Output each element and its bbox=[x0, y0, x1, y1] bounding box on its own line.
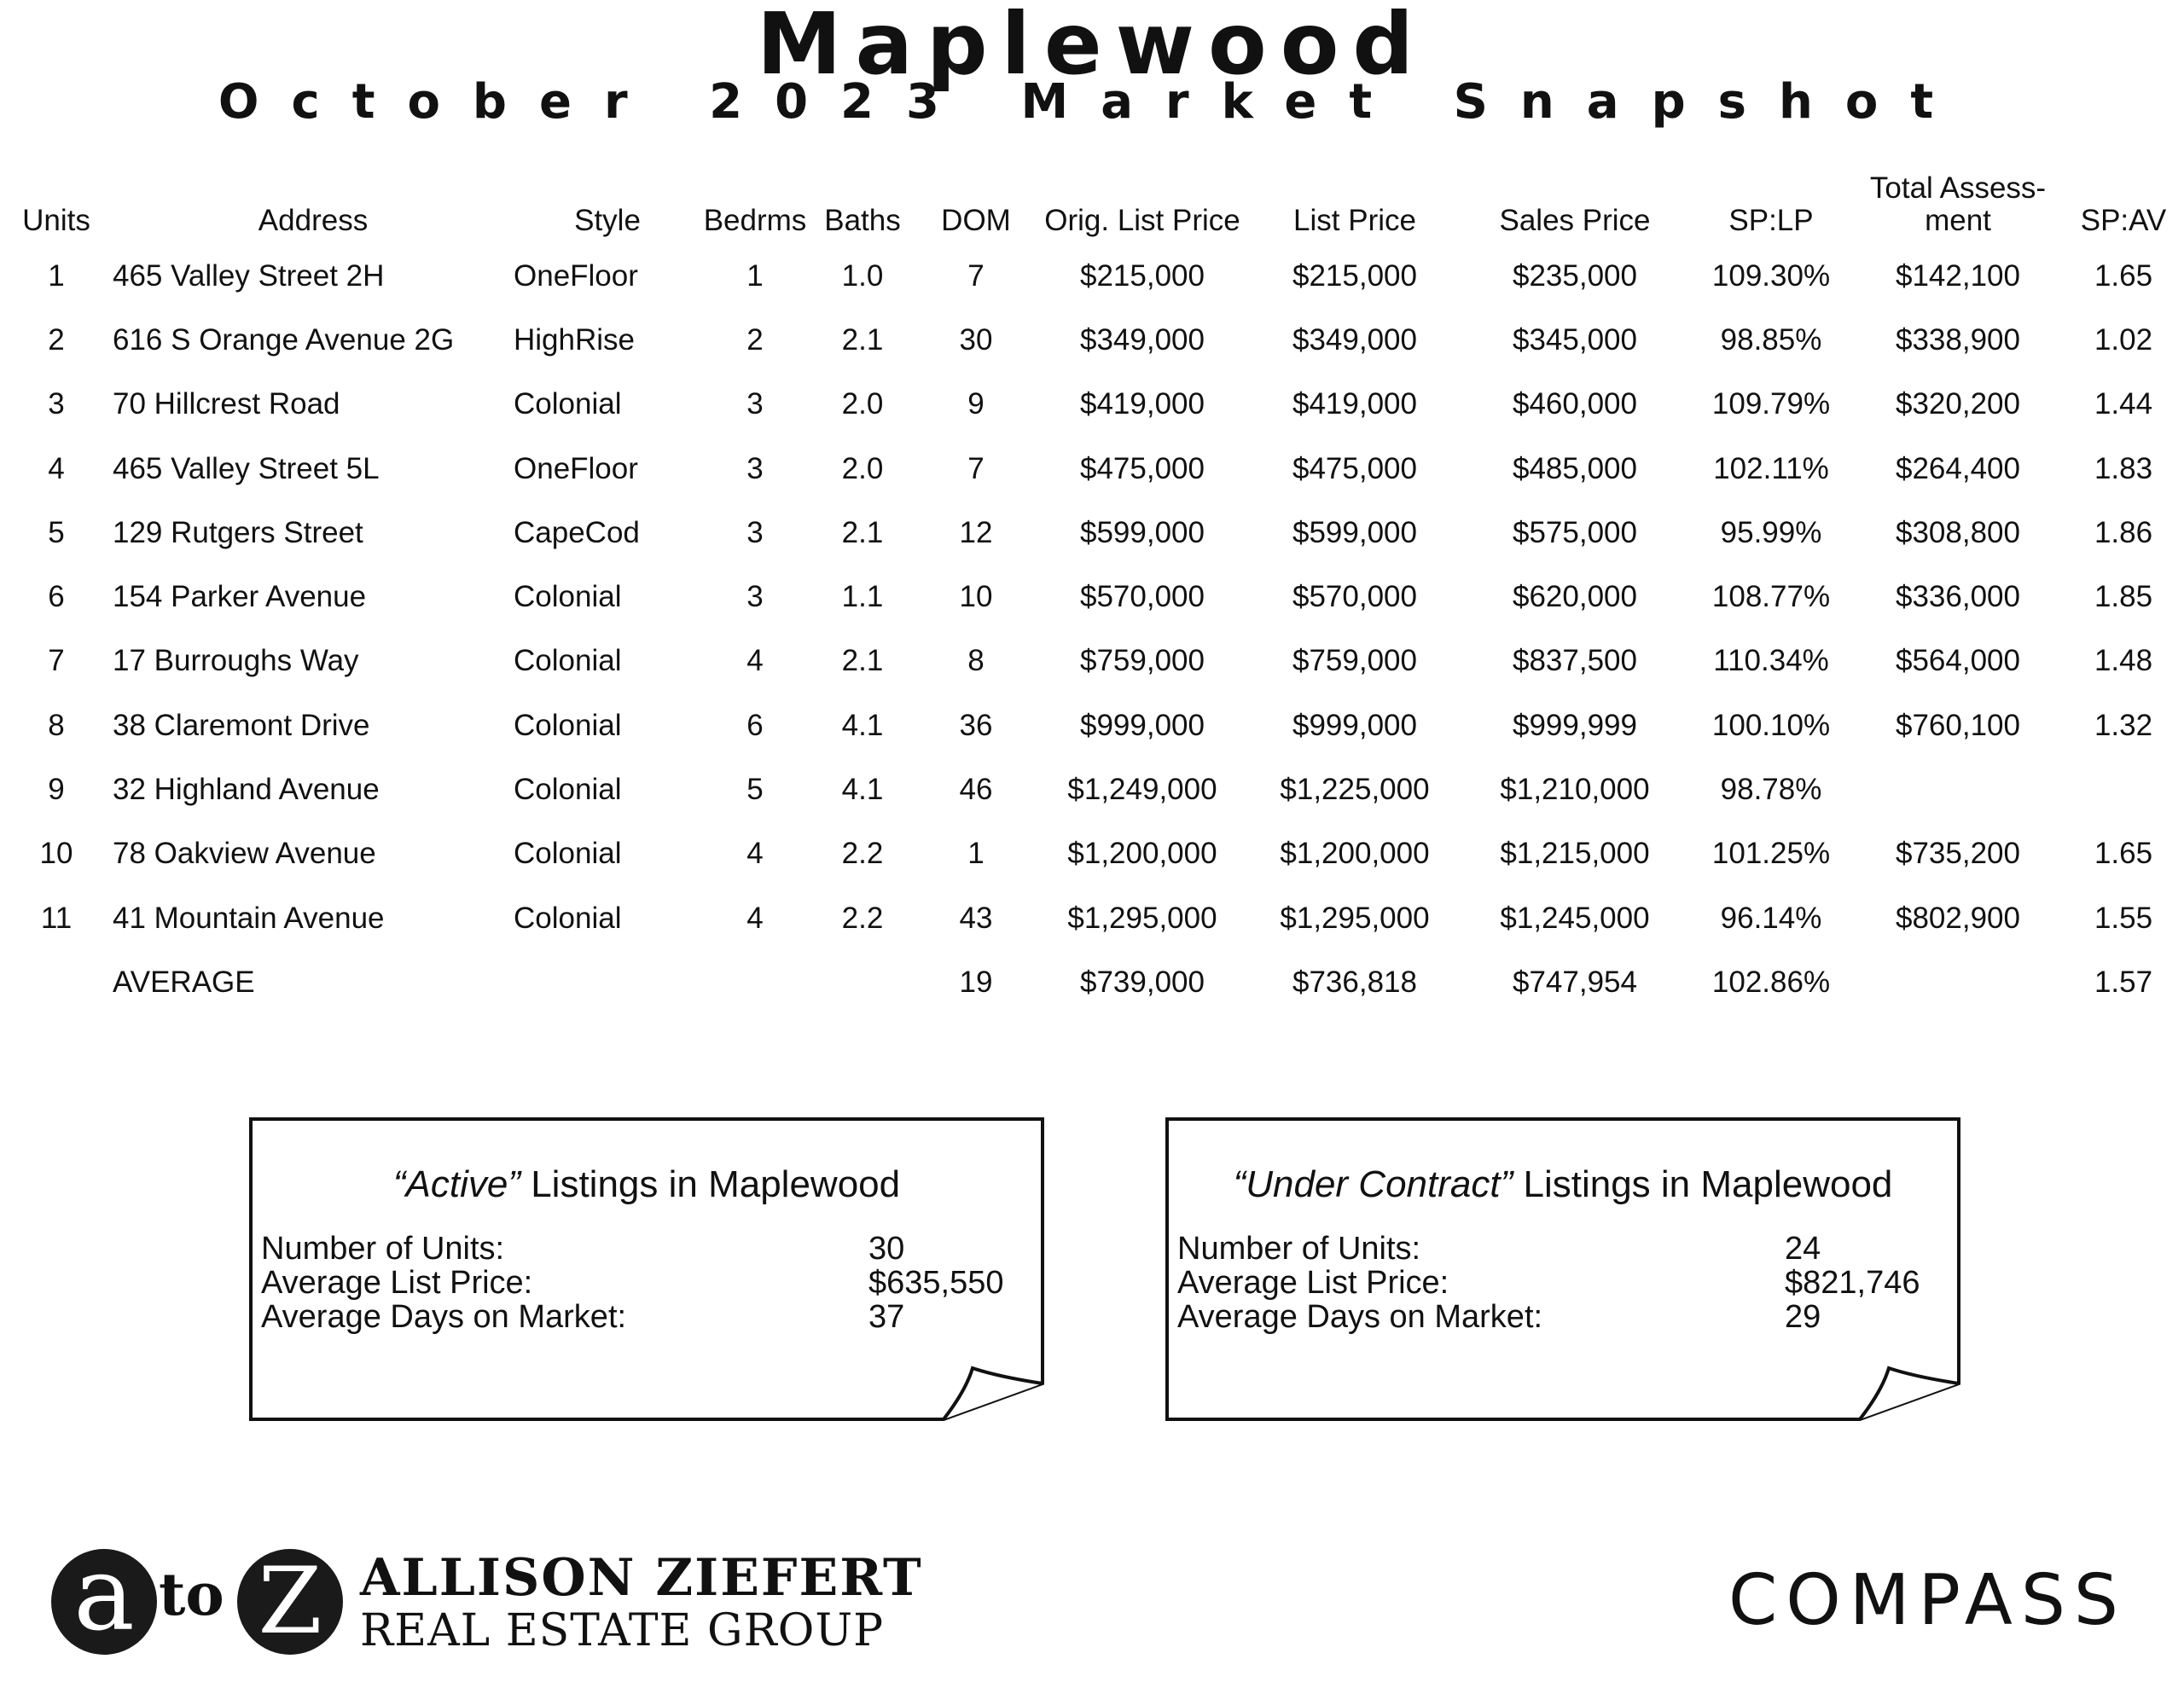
cell-total-assessment: $336,000 bbox=[1896, 580, 2020, 614]
cell-baths: 2.2 bbox=[841, 837, 884, 871]
table-row bbox=[0, 373, 2184, 437]
cell-orig-list-price: $1,249,000 bbox=[1067, 773, 1217, 807]
cell-orig-list-price: $1,200,000 bbox=[1067, 837, 1217, 871]
cell-sp-lp: 102.11% bbox=[1713, 451, 1829, 485]
cell-total-assessment: $308,800 bbox=[1896, 515, 2020, 549]
stat-value: $635,550 bbox=[868, 1265, 1004, 1301]
stat-label: Average List Price: bbox=[261, 1265, 533, 1301]
cell-bedrooms: 1 bbox=[746, 258, 764, 293]
col-header-style: Style bbox=[574, 204, 641, 237]
under-contract-card-title-quoted: “Under Contract” bbox=[1233, 1163, 1513, 1205]
cell-units: 6 bbox=[48, 580, 65, 614]
brand-subtitle: REAL ESTATE GROUP bbox=[360, 1605, 885, 1656]
cell-baths: 1.1 bbox=[841, 580, 884, 614]
cell-dom: 9 bbox=[967, 387, 985, 421]
cell-baths bbox=[809, 950, 916, 1014]
cell-total-assessment bbox=[1853, 757, 2063, 821]
cell-total-assessment: $142,100 bbox=[1896, 258, 2020, 293]
cell-address: 465 Valley Street 5L bbox=[113, 451, 380, 485]
cell-total-assessment bbox=[1853, 950, 2063, 1014]
cell-bedrooms: 3 bbox=[746, 515, 764, 549]
table-header-row bbox=[0, 155, 2184, 244]
cell-sales-price: $999,999 bbox=[1513, 708, 1637, 742]
cell-orig-list-price: $419,000 bbox=[1080, 387, 1205, 421]
brand-name: ALLISON ZIEFERT bbox=[360, 1548, 923, 1608]
cell-style: Colonial bbox=[514, 644, 622, 678]
page-subtitle: October 2023 Market Snapshot bbox=[218, 74, 1966, 130]
cell-sales-price: $1,215,000 bbox=[1500, 837, 1650, 871]
cell-bedrooms: 4 bbox=[746, 644, 764, 678]
cell-orig-list-price: $999,000 bbox=[1080, 708, 1205, 742]
cell-list-price: $215,000 bbox=[1292, 258, 1417, 293]
cell-address: 32 Highland Avenue bbox=[113, 773, 380, 807]
cell-sales-price: $235,000 bbox=[1513, 258, 1637, 293]
cell-list-price: $419,000 bbox=[1292, 387, 1417, 421]
cell-list-price: $475,000 bbox=[1292, 451, 1417, 485]
cell-list-price: $1,200,000 bbox=[1280, 837, 1430, 871]
cell-orig-list-price: $215,000 bbox=[1080, 258, 1205, 293]
cell-address: 41 Mountain Avenue bbox=[113, 901, 385, 935]
cell-units: 8 bbox=[48, 708, 65, 742]
stat-label: Number of Units: bbox=[1177, 1231, 1421, 1267]
cell-baths: 2.1 bbox=[841, 515, 884, 549]
cell-total-assessment: $760,100 bbox=[1896, 708, 2020, 742]
cell-orig-list-price: $475,000 bbox=[1080, 451, 1205, 485]
compass-logo: COMPASS bbox=[1728, 1560, 2127, 1641]
cell-bedrooms: 3 bbox=[746, 451, 764, 485]
cell-style bbox=[514, 950, 701, 1014]
cell-list-price: $1,225,000 bbox=[1280, 773, 1430, 807]
logo-to-mark: to bbox=[159, 1561, 224, 1629]
cell-dom: 36 bbox=[959, 708, 993, 742]
cell-address: 154 Parker Avenue bbox=[113, 580, 367, 614]
stat-value: 30 bbox=[868, 1231, 905, 1267]
cell-total-assessment: $264,400 bbox=[1896, 451, 2020, 485]
cell-sp-lp: 98.78% bbox=[1720, 773, 1822, 807]
cell-units: 10 bbox=[39, 837, 73, 871]
cell-sp-lp: 109.79% bbox=[1711, 387, 1831, 421]
cell-orig-list-price: $1,295,000 bbox=[1067, 901, 1217, 935]
cell-address: 465 Valley Street 2H bbox=[113, 258, 385, 293]
col-header-list-price: List Price bbox=[1293, 204, 1416, 237]
col-header-sp-av: SP:AV bbox=[2080, 204, 2167, 237]
cell-sales-price: $1,245,000 bbox=[1500, 901, 1650, 935]
cell-bedrooms: 2 bbox=[746, 322, 764, 357]
cell-bedrooms: 3 bbox=[746, 580, 764, 614]
cell-dom: 46 bbox=[959, 773, 993, 807]
cell-address: 78 Oakview Avenue bbox=[113, 837, 376, 871]
col-header-address: Address bbox=[258, 204, 369, 237]
cell-units: 5 bbox=[48, 515, 65, 549]
cell-address: 38 Claremont Drive bbox=[113, 708, 370, 742]
cell-dom: 12 bbox=[959, 515, 993, 549]
cell-bedrooms: 6 bbox=[746, 708, 764, 742]
cell-units: 1 bbox=[48, 258, 65, 293]
cell-dom: 43 bbox=[959, 901, 993, 935]
table-row bbox=[0, 629, 2184, 693]
stat-value: 37 bbox=[868, 1299, 905, 1335]
cell-units: 3 bbox=[48, 387, 65, 421]
cell-list-price: $599,000 bbox=[1292, 515, 1417, 549]
sales-table bbox=[0, 155, 2184, 1015]
stat-label: Average List Price: bbox=[1177, 1265, 1449, 1301]
col-header-sp-lp: SP:LP bbox=[1728, 204, 1814, 237]
cell-address: 17 Burroughs Way bbox=[113, 644, 359, 678]
cell-sp-av bbox=[2063, 757, 2184, 821]
cell-address: AVERAGE bbox=[113, 965, 255, 999]
logo-z-mark: Z bbox=[237, 1549, 343, 1655]
table-row bbox=[0, 886, 2184, 950]
cell-sp-av: 1.65 bbox=[2094, 837, 2153, 871]
stat-label: Average Days on Market: bbox=[261, 1299, 627, 1335]
stat-value: 29 bbox=[1785, 1299, 1821, 1335]
stat-value: 24 bbox=[1785, 1231, 1821, 1267]
cell-baths: 2.0 bbox=[841, 387, 884, 421]
cell-sp-av: 1.83 bbox=[2094, 451, 2153, 485]
cell-sales-price: $345,000 bbox=[1513, 322, 1637, 357]
cell-list-price: $999,000 bbox=[1292, 708, 1417, 742]
cell-baths: 1.0 bbox=[841, 258, 884, 293]
cell-list-price: $759,000 bbox=[1292, 644, 1417, 678]
active-card-title-quoted: “Active” bbox=[392, 1163, 520, 1205]
cell-dom: 7 bbox=[967, 451, 985, 485]
cell-sales-price: $575,000 bbox=[1513, 515, 1637, 549]
cell-units: 11 bbox=[40, 901, 73, 935]
cell-orig-list-price: $570,000 bbox=[1080, 580, 1205, 614]
cell-list-price: $349,000 bbox=[1292, 322, 1417, 357]
stat-label: Average Days on Market: bbox=[1177, 1299, 1543, 1335]
cell-style: Colonial bbox=[514, 580, 622, 614]
cell-sp-lp: 98.85% bbox=[1720, 322, 1822, 357]
col-header-sales-price: Sales Price bbox=[1499, 204, 1651, 237]
cell-sp-lp: 102.86% bbox=[1711, 965, 1831, 999]
cell-sp-lp: 108.77% bbox=[1711, 580, 1831, 614]
cell-sales-price: $485,000 bbox=[1513, 451, 1637, 485]
under-contract-listings-card bbox=[1165, 1117, 1960, 1421]
cell-list-price: $1,295,000 bbox=[1280, 901, 1430, 935]
cell-style: OneFloor bbox=[514, 451, 638, 485]
cell-style: Colonial bbox=[514, 708, 622, 742]
table-body bbox=[0, 244, 2184, 1015]
cell-sp-lp: 101.25% bbox=[1711, 837, 1831, 871]
cell-address: 129 Rutgers Street bbox=[113, 515, 363, 549]
col-header-orig-list-price: Orig. List Price bbox=[1044, 204, 1240, 237]
cell-list-price: $736,818 bbox=[1292, 965, 1417, 999]
cell-baths: 4.1 bbox=[841, 708, 884, 742]
cell-units: 4 bbox=[48, 451, 65, 485]
cell-baths: 2.0 bbox=[841, 451, 884, 485]
allison-ziefert-logo bbox=[51, 1535, 923, 1662]
cell-bedrooms bbox=[701, 950, 809, 1014]
cell-total-assessment: $735,200 bbox=[1896, 837, 2020, 871]
col-header-total-assessment: Total Assess- ment bbox=[1869, 171, 2047, 237]
cell-sp-av: 1.85 bbox=[2094, 580, 2153, 614]
under-contract-card-title bbox=[1165, 1163, 1960, 1206]
cell-baths: 2.1 bbox=[841, 322, 884, 357]
active-listings-card bbox=[249, 1117, 1044, 1421]
active-card-title-rest: Listings in Maplewood bbox=[520, 1163, 901, 1205]
cell-dom: 7 bbox=[967, 258, 985, 293]
cell-total-assessment: $338,900 bbox=[1896, 322, 2020, 357]
cell-sp-av: 1.48 bbox=[2094, 644, 2153, 678]
cell-style: CapeCod bbox=[514, 515, 640, 549]
col-header-baths: Baths bbox=[824, 204, 901, 237]
table-row bbox=[0, 244, 2184, 308]
cell-style: Colonial bbox=[514, 837, 622, 871]
cell-sp-av: 1.02 bbox=[2094, 322, 2153, 357]
cell-sp-av: 1.55 bbox=[2094, 901, 2153, 935]
cell-style: Colonial bbox=[514, 387, 622, 421]
cell-sales-price: $837,500 bbox=[1513, 644, 1637, 678]
col-header-units: Units bbox=[22, 204, 90, 237]
cell-baths: 2.2 bbox=[841, 901, 884, 935]
cell-sales-price: $460,000 bbox=[1513, 387, 1637, 421]
cell-total-assessment: $564,000 bbox=[1896, 644, 2020, 678]
table-average-row bbox=[0, 950, 2184, 1014]
cell-sp-av: 1.65 bbox=[2094, 258, 2153, 293]
page-title: Maplewood bbox=[756, 0, 1428, 94]
logo-a-mark: a bbox=[51, 1549, 157, 1655]
stat-label: Number of Units: bbox=[261, 1231, 505, 1267]
table-row bbox=[0, 308, 2184, 372]
cell-sales-price: $747,954 bbox=[1513, 965, 1637, 999]
cell-dom: 8 bbox=[967, 644, 985, 678]
cell-sp-lp: 100.10% bbox=[1711, 708, 1831, 742]
cell-total-assessment: $802,900 bbox=[1896, 901, 2020, 935]
under-contract-card-title-rest: Listings in Maplewood bbox=[1513, 1163, 1893, 1205]
cell-sp-lp: 109.30% bbox=[1711, 258, 1831, 293]
cell-sp-av: 1.57 bbox=[2094, 965, 2153, 999]
cell-sp-av: 1.32 bbox=[2094, 708, 2153, 742]
cell-style: HighRise bbox=[514, 322, 635, 357]
table-row bbox=[0, 757, 2184, 821]
cell-dom: 1 bbox=[967, 837, 985, 871]
cell-sp-av: 1.44 bbox=[2094, 387, 2153, 421]
active-card-title bbox=[249, 1163, 1044, 1206]
cell-units: 7 bbox=[48, 644, 65, 678]
table-row bbox=[0, 693, 2184, 757]
col-header-dom: DOM bbox=[941, 204, 1011, 237]
cell-baths: 2.1 bbox=[841, 644, 884, 678]
cell-units bbox=[0, 950, 113, 1014]
stat-value: $821,746 bbox=[1785, 1265, 1920, 1301]
cell-bedrooms: 4 bbox=[746, 837, 764, 871]
cell-address: 70 Hillcrest Road bbox=[113, 387, 340, 421]
cell-sp-av: 1.86 bbox=[2094, 515, 2153, 549]
cell-units: 9 bbox=[48, 773, 65, 807]
cell-style: OneFloor bbox=[514, 258, 638, 293]
cell-sp-lp: 110.34% bbox=[1713, 644, 1829, 678]
cell-sp-lp: 96.14% bbox=[1720, 901, 1822, 935]
cell-orig-list-price: $599,000 bbox=[1080, 515, 1205, 549]
cell-bedrooms: 4 bbox=[746, 901, 764, 935]
table-row bbox=[0, 822, 2184, 886]
cell-bedrooms: 3 bbox=[746, 387, 764, 421]
cell-sales-price: $1,210,000 bbox=[1500, 773, 1650, 807]
cell-bedrooms: 5 bbox=[746, 773, 764, 807]
cell-total-assessment: $320,200 bbox=[1896, 387, 2020, 421]
cell-address: 616 S Orange Avenue 2G bbox=[113, 322, 455, 357]
cell-orig-list-price: $349,000 bbox=[1080, 322, 1205, 357]
cell-style: Colonial bbox=[514, 901, 622, 935]
cell-orig-list-price: $739,000 bbox=[1080, 965, 1205, 999]
cell-sp-lp: 95.99% bbox=[1720, 515, 1822, 549]
cell-sales-price: $620,000 bbox=[1513, 580, 1637, 614]
cell-units: 2 bbox=[48, 322, 65, 357]
cell-style: Colonial bbox=[514, 773, 622, 807]
cell-dom: 30 bbox=[959, 322, 993, 357]
cell-baths: 4.1 bbox=[841, 773, 884, 807]
table-row bbox=[0, 501, 2184, 565]
cell-dom: 19 bbox=[959, 965, 993, 999]
cell-orig-list-price: $759,000 bbox=[1080, 644, 1205, 678]
cell-dom: 10 bbox=[959, 580, 993, 614]
table-row bbox=[0, 437, 2184, 501]
col-header-bedrooms: Bedrms bbox=[703, 204, 807, 237]
cell-list-price: $570,000 bbox=[1292, 580, 1417, 614]
table-row bbox=[0, 565, 2184, 629]
